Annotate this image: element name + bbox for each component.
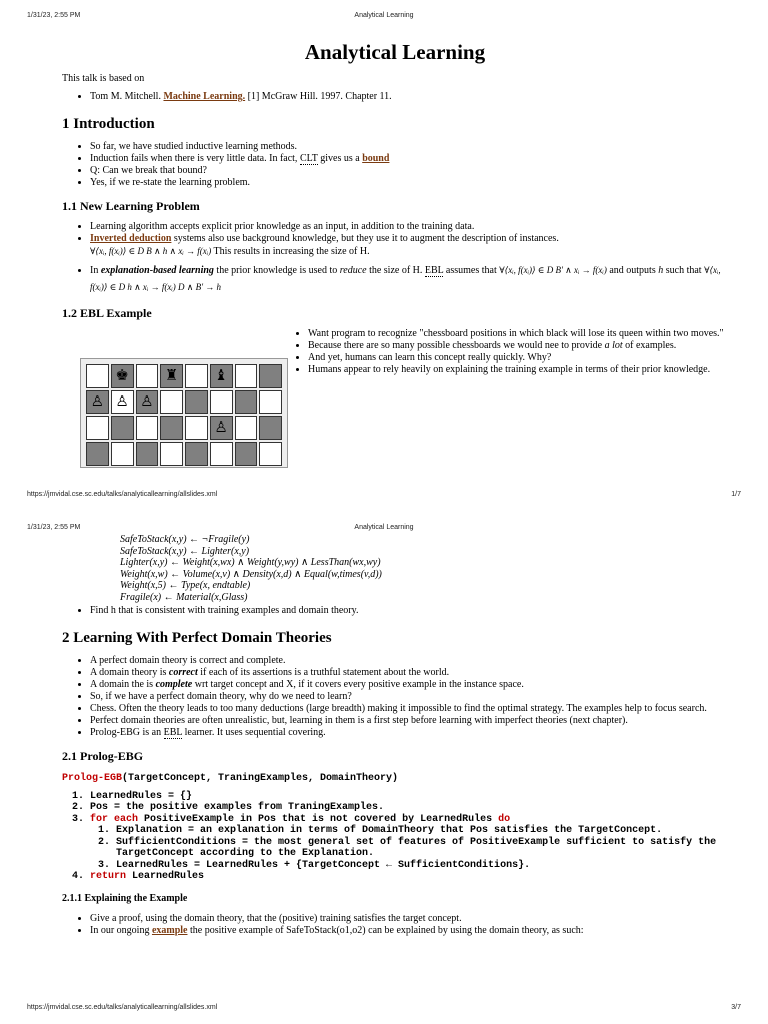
section-1-heading: 1 Introduction bbox=[62, 116, 155, 132]
list-item: • A perfect domain theory is correct and complete. bbox=[90, 655, 728, 667]
list-item: • A domain theory is correct if each of its assertions is a truthful statement about the world. bbox=[90, 667, 728, 679]
section-1-1-heading: 1.1 New Learning Problem bbox=[62, 199, 200, 213]
print-date: 1/31/23, 2:55 PM bbox=[27, 524, 81, 531]
ebl-abbreviation[interactable]: EBL bbox=[424, 265, 444, 276]
section-2-heading: 2 Learning With Perfect Domain Theories bbox=[62, 630, 332, 646]
chess-square bbox=[210, 390, 233, 414]
list-item: • Find h that is consistent with training examples and domain theory. bbox=[90, 605, 728, 617]
algorithm-substeps bbox=[90, 825, 728, 871]
chess-square bbox=[259, 416, 282, 440]
list-item: • Chess. Often the theory leads to too many deductions (large breadth) making it impossible to find the optimal strategy. The examples help to focus search. bbox=[90, 703, 728, 715]
chessboard-row bbox=[85, 389, 283, 415]
chess-square bbox=[235, 442, 258, 466]
chess-square bbox=[185, 364, 208, 388]
find-h-list bbox=[62, 605, 728, 617]
chess-square bbox=[259, 442, 282, 466]
example-link[interactable]: example bbox=[151, 924, 188, 936]
chess-square bbox=[210, 442, 233, 466]
page-number: 3/7 bbox=[731, 1004, 741, 1011]
algorithm-step: 1. Explanation = an explanation in terms of DomainTheory that Pos satisfies the TargetConcept. bbox=[116, 825, 728, 837]
chess-square bbox=[259, 390, 282, 414]
chess-piece-square: ♙ bbox=[136, 390, 159, 414]
section-2-list bbox=[62, 655, 728, 739]
list-item: • In explanation-based learning the prior knowledge is used to reduce the size of H. EBL assumes that ∀⟨xᵢ, f(xᵢ)⟩ ∈ D B′ ∧ xᵢ → f(xᵢ) and outputs h such that ∀⟨xᵢ, f(xᵢ)⟩ ∈ D h ∧ xᵢ → f(xᵢ) D ∧ B′ → h bbox=[90, 262, 728, 296]
algorithm-name: Prolog-EGB bbox=[62, 773, 123, 784]
chess-piece-square: ♙ bbox=[111, 390, 134, 414]
print-footer-url: https://jmvidal.cse.sc.edu/talks/analyticallearning/allslides.xml bbox=[27, 1004, 218, 1011]
chess-square bbox=[259, 364, 282, 388]
section-2-1-1-heading: 2.1.1 Explaining the Example bbox=[62, 892, 188, 904]
ebl-example bbox=[62, 328, 728, 468]
list-item: • Yes, if we re-state the learning problem. bbox=[90, 177, 728, 189]
chess-square bbox=[235, 364, 258, 388]
list-item: • Give a proof, using the domain theory, that the (positive) training satisfies the target concept. bbox=[90, 913, 728, 925]
section-1-1-list bbox=[62, 221, 728, 296]
algorithm-step: 4. return LearnedRules bbox=[90, 871, 728, 883]
bound-link[interactable]: bound bbox=[362, 153, 390, 164]
ebl-abbreviation[interactable]: EBL bbox=[163, 727, 183, 738]
reference-item: • Tom M. Mitchell. Machine Learning. [1] McGraw Hill. 1997. Chapter 11. bbox=[90, 91, 728, 103]
chessboard-figure bbox=[80, 358, 280, 468]
chess-square bbox=[160, 390, 183, 414]
chess-piece-square: ♚ bbox=[111, 364, 134, 388]
page-number: 1/7 bbox=[731, 491, 741, 498]
list-item: • Inverted deduction systems also use background knowledge, but they use it to augment the description of instances. ∀⟨xᵢ, f(xᵢ)⟩ ∈ D B ∧ h ∧ xᵢ → f(xᵢ) This results in increasing the size of H. bbox=[90, 233, 728, 258]
list-item: • Because there are so many possible chessboards we would nee to provide a lot of examples. bbox=[308, 340, 724, 352]
rule: Lighter(x,y) ← Weight(x,wx) ∧ Weight(y,wy) ∧ LessThan(wx,wy) bbox=[120, 557, 381, 568]
page-1-content bbox=[62, 30, 728, 488]
formula: ∀⟨xᵢ, f(xᵢ)⟩ ∈ D B′ ∧ xᵢ → f(xᵢ) bbox=[499, 265, 607, 275]
formula: ∀⟨xᵢ, f(xᵢ)⟩ ∈ D B ∧ h ∧ xᵢ → f(xᵢ) bbox=[90, 246, 212, 256]
chess-square bbox=[160, 416, 183, 440]
list-item: • Induction fails when there is very little data. In fact, CLT gives us a bound bbox=[90, 153, 728, 165]
algorithm-step: 2. SufficientConditions = the most general set of features of PositiveExample sufficient to satisfy the TargetConcept according to the Explanation. bbox=[116, 837, 728, 860]
chessboard-row bbox=[85, 363, 283, 389]
chess-square bbox=[160, 442, 183, 466]
list-item: • Want program to recognize "chessboard positions in which black will lose its queen within two moves." bbox=[308, 328, 724, 340]
formula: ∀⟨xᵢ, f(xᵢ)⟩ ∈ D h ∧ xᵢ → f(xᵢ) D ∧ B′ → h bbox=[90, 265, 721, 292]
list-item: • Learning algorithm accepts explicit prior knowledge as an input, in addition to the training data. bbox=[90, 221, 728, 233]
algorithm-signature: Prolog-EGB(TargetConcept, TraningExamples, DomainTheory) bbox=[62, 773, 399, 784]
chess-piece-square: ♜ bbox=[160, 364, 183, 388]
list-item: • So, if we have a perfect domain theory, why do we need to learn? bbox=[90, 691, 728, 703]
algorithm-step: 2. Pos = the positive examples from TraningExamples. bbox=[90, 802, 728, 814]
list-item: • Prolog-EBG is an EBL learner. It uses sequential covering. bbox=[90, 727, 728, 739]
rule: Weight(x,5) ← Type(x, endtable) bbox=[120, 580, 251, 591]
algorithm-steps bbox=[62, 791, 728, 883]
list-item: • Perfect domain theories are often unrealistic, but, learning in them is a first step before learning with imperfect theories (next chapter). bbox=[90, 715, 728, 727]
chess-piece-square: ♝ bbox=[210, 364, 233, 388]
chess-piece-square: ♙ bbox=[210, 416, 233, 440]
list-item: • In our ongoing example the positive example of SafeToStack(o1,o2) can be explained by using the domain theory, as such: bbox=[90, 925, 728, 937]
page-title: Analytical Learning bbox=[304, 40, 486, 64]
chess-square bbox=[86, 416, 109, 440]
rule: Weight(x,w) ← Volume(x,v) ∧ Density(x,d) ∧ Equal(w,times(v,d)) bbox=[120, 568, 382, 580]
chess-square bbox=[86, 364, 109, 388]
machine-learning-link[interactable]: Machine Learning. bbox=[163, 91, 246, 102]
chess-square bbox=[185, 416, 208, 440]
reference-list bbox=[62, 91, 728, 103]
page-3-content bbox=[62, 534, 728, 994]
chess-square bbox=[235, 390, 258, 414]
section-1-2-heading: 1.2 EBL Example bbox=[62, 306, 152, 320]
chess-square bbox=[86, 442, 109, 466]
list-item: • A domain the is complete wrt target concept and X, if it covers every positive example in the instance space. bbox=[90, 679, 728, 691]
inverted-deduction-link[interactable]: Inverted deduction bbox=[90, 233, 172, 244]
print-header-title: Analytical Learning bbox=[354, 12, 414, 19]
domain-theory-rules bbox=[62, 534, 728, 603]
list-item: • And yet, humans can learn this concept really quickly. Why? bbox=[308, 352, 724, 364]
chessboard-row bbox=[85, 415, 283, 441]
chessboard-row bbox=[85, 441, 283, 467]
clt-abbreviation[interactable]: CLT bbox=[299, 153, 318, 164]
chess-piece-square: ♙ bbox=[86, 390, 109, 414]
section-1-2-list bbox=[288, 328, 724, 462]
chess-square bbox=[136, 364, 159, 388]
rule: SafeToStack(x,y) ← ¬Fragile(y) bbox=[120, 534, 250, 545]
list-item: • Q: Can we break that bound? bbox=[90, 165, 728, 177]
algorithm-step: 3. LearnedRules = LearnedRules + {TargetConcept ← SufficientConditions}. bbox=[116, 860, 728, 872]
chess-square bbox=[111, 442, 134, 466]
chess-square bbox=[136, 442, 159, 466]
list-item: • So far, we have studied inductive learning methods. bbox=[90, 141, 728, 153]
print-header-title: Analytical Learning bbox=[354, 524, 414, 531]
rule: SafeToStack(x,y) ← Lighter(x,y) bbox=[120, 545, 250, 557]
list-item: • Humans appear to rely heavily on explaining the training example in terms of their prior knowledge. bbox=[308, 364, 724, 376]
intro-text: This talk is based on bbox=[62, 73, 145, 84]
chessboard bbox=[80, 358, 288, 468]
print-date: 1/31/23, 2:55 PM bbox=[27, 12, 81, 19]
algorithm-step: 3. for each PositiveExample in Pos that is not covered by LearnedRules do 1. Explanation = an explanation in terms of DomainTheory that Pos satisfies the TargetConcept. 2. SufficientConditions = the most general set of features of PositiveExample sufficient to satisfy the TargetConcept according to the Explanation. 3. LearnedRules = LearnedRules + {TargetConcept ← SufficientConditions}. bbox=[90, 814, 728, 872]
print-footer-url: https://jmvidal.cse.sc.edu/talks/analyticallearning/allslides.xml bbox=[27, 491, 218, 498]
rule: Fragile(x) ← Material(x,Glass) bbox=[120, 591, 248, 603]
chess-square bbox=[111, 416, 134, 440]
algorithm-step: 1. LearnedRules = {} bbox=[90, 791, 728, 803]
chess-square bbox=[136, 416, 159, 440]
chess-square bbox=[185, 390, 208, 414]
section-1-list bbox=[62, 141, 728, 189]
chess-square bbox=[235, 416, 258, 440]
chess-square bbox=[185, 442, 208, 466]
section-2-1-heading: 2.1 Prolog-EBG bbox=[62, 749, 144, 763]
section-2-1-1-list bbox=[62, 913, 728, 937]
